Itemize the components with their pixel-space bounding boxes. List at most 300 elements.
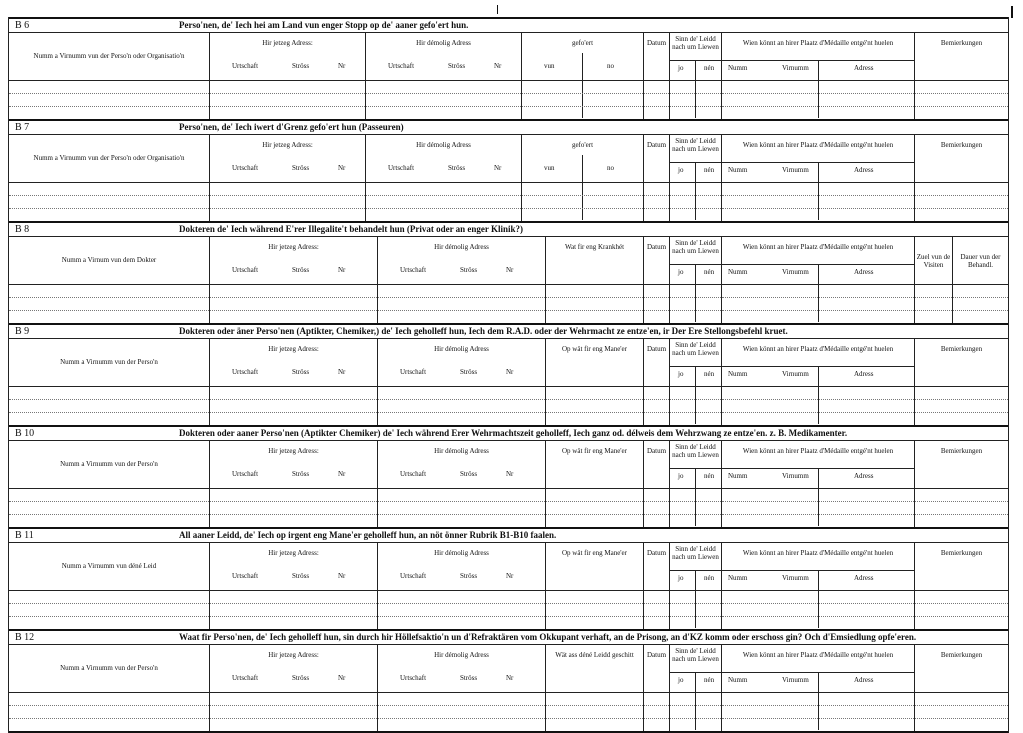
entry-cell-date[interactable] <box>643 693 669 731</box>
col-name-label: Numm a Virnumm vun der Perso'n <box>60 664 158 672</box>
entry-line <box>722 718 914 719</box>
entry-cell-sense[interactable] <box>669 387 721 425</box>
entry-line <box>210 208 365 209</box>
entry-line <box>9 106 209 107</box>
entry-cell-spec[interactable] <box>545 489 643 527</box>
entry-cell-rem[interactable] <box>914 591 1008 629</box>
medal-first-label: Virnumm <box>782 64 809 72</box>
entry-line <box>915 208 1008 209</box>
entry-line <box>953 310 1008 311</box>
entry-cell-spec[interactable] <box>521 81 643 119</box>
entry-line <box>670 399 721 400</box>
entry-cell-dur[interactable] <box>952 285 1008 323</box>
entry-cell-old[interactable] <box>377 387 545 425</box>
remarks-label: Bemierkungen <box>940 447 983 455</box>
col-date <box>643 33 669 80</box>
entry-cell-medal[interactable] <box>721 693 914 731</box>
entry-cell-medal[interactable] <box>721 489 914 527</box>
entry-line <box>644 616 669 617</box>
col-dur <box>952 237 1008 284</box>
entry-line <box>915 514 1008 515</box>
entry-line <box>546 297 643 298</box>
entry-cell-old[interactable] <box>365 81 521 119</box>
col-cur <box>209 543 377 590</box>
entry-cell-medal[interactable] <box>721 387 914 425</box>
date-label: Datum <box>646 447 667 455</box>
special-label: Wät ass déné Leidd geschitt <box>555 651 634 659</box>
entry-cell-date[interactable] <box>643 81 669 119</box>
entry-cell-medal[interactable] <box>721 285 914 323</box>
former-address-label: Hir démolig Adress <box>434 243 489 251</box>
entry-cell-medal[interactable] <box>721 81 914 119</box>
entry-line <box>915 718 1008 719</box>
entry-line <box>915 616 1008 617</box>
medal-name-label: Numm <box>728 676 748 684</box>
entry-cell-cur[interactable] <box>209 693 377 731</box>
section-header <box>9 121 1008 135</box>
street-label: Ströss <box>460 266 478 274</box>
street-label: Ströss <box>292 164 310 172</box>
col-date <box>643 135 669 182</box>
col-cur <box>209 33 365 80</box>
col-rem <box>914 543 1008 590</box>
yes-label: jo <box>678 64 684 72</box>
entry-line <box>378 616 545 617</box>
former-address-label: Hir démolig Adress <box>416 39 471 47</box>
entry-cell-sense[interactable] <box>669 591 721 629</box>
section-title: Perso'nen, de' Iech iwert d'Grenz gefo'ert hun (Passeuren) <box>179 122 404 132</box>
sense-label: Sinn de' Leidd nach um Liewen <box>672 647 719 663</box>
col-medal <box>721 237 914 284</box>
entry-line <box>210 514 377 515</box>
col-first <box>9 645 209 692</box>
section-code: B 6 <box>15 20 30 31</box>
section-code: B 9 <box>15 326 30 337</box>
entry-cell-first[interactable] <box>9 285 209 323</box>
entry-line <box>915 705 1008 706</box>
col-rem <box>914 33 1008 80</box>
section-b11 <box>9 527 1008 629</box>
entry-cell-first[interactable] <box>9 489 209 527</box>
section-b10 <box>9 425 1008 527</box>
place-label: Urtschaft <box>232 62 259 70</box>
col-date <box>643 237 669 284</box>
entry-area <box>9 182 1008 221</box>
entry-line <box>915 297 952 298</box>
number-label: Nr <box>338 470 346 478</box>
number-label: Nr <box>338 572 346 580</box>
entry-line <box>644 310 669 311</box>
entry-cell-cur[interactable] <box>209 183 365 221</box>
entry-cell-first[interactable] <box>9 693 209 731</box>
entry-cell-rem[interactable] <box>914 489 1008 527</box>
entry-line <box>644 603 669 604</box>
entry-line <box>722 310 914 311</box>
entry-cell-spec[interactable] <box>521 183 643 221</box>
section-header <box>9 223 1008 237</box>
entry-line <box>378 412 545 413</box>
section-b9 <box>9 323 1008 425</box>
yes-label: jo <box>678 370 684 378</box>
entry-line <box>670 412 721 413</box>
medal-name-label: Numm <box>728 472 748 480</box>
special-label: Wat fir eng Krankhét <box>564 243 625 251</box>
place-label: Urtschaft <box>400 470 427 478</box>
entry-line <box>9 297 209 298</box>
entry-line <box>644 412 669 413</box>
col-sense <box>669 33 721 80</box>
entry-cell-rem[interactable] <box>914 387 1008 425</box>
place-label: Urtschaft <box>400 368 427 376</box>
col-name-label: Numm a Virnumm vun der Perso'n oder Organisatio'n <box>33 52 185 60</box>
entry-cell-first[interactable] <box>9 387 209 425</box>
entry-cell-cur[interactable] <box>209 489 377 527</box>
col-rem <box>914 441 1008 488</box>
entry-cell-date[interactable] <box>643 387 669 425</box>
no-label: nén <box>704 472 715 480</box>
place-label: Urtschaft <box>400 266 427 274</box>
col-first <box>9 237 209 284</box>
entry-cell-old[interactable] <box>377 591 545 629</box>
entry-cell-spec[interactable] <box>545 591 643 629</box>
section-b7 <box>9 119 1008 221</box>
entry-line <box>378 603 545 604</box>
col-medal <box>721 135 914 182</box>
entry-line <box>210 705 377 706</box>
col-sense <box>669 441 721 488</box>
col-date <box>643 645 669 692</box>
place-label: Urtschaft <box>388 62 415 70</box>
entry-line <box>522 208 643 209</box>
entry-line <box>210 297 377 298</box>
no-label: nén <box>704 166 715 174</box>
medal-label: Wien könnt an hirer Plaatz d'Médaille entgé'nt huelen <box>742 39 894 47</box>
place-label: Urtschaft <box>400 572 427 580</box>
section-b6 <box>9 17 1008 119</box>
entry-line <box>915 603 1008 604</box>
medal-addr-label: Adress <box>854 472 874 480</box>
entry-cell-spec[interactable] <box>545 387 643 425</box>
column-header-row <box>9 339 1008 386</box>
entry-line <box>546 501 643 502</box>
medal-label: Wien könnt an hirer Plaatz d'Médaille entgé'nt huelen <box>742 141 894 149</box>
entry-cell-first[interactable] <box>9 81 209 119</box>
number-label: Nr <box>506 674 514 682</box>
col-medal <box>721 645 914 692</box>
col-spec <box>521 135 643 182</box>
entry-line <box>644 93 669 94</box>
entry-cell-cur[interactable] <box>209 285 377 323</box>
date-label: Datum <box>646 549 667 557</box>
from-label: vun <box>544 164 555 172</box>
entry-line <box>953 297 1008 298</box>
number-label: Nr <box>494 164 502 172</box>
section-header <box>9 427 1008 441</box>
entry-line <box>644 297 669 298</box>
remarks-label: Bemierkungen <box>940 651 983 659</box>
remarks-label: Bemierkungen <box>940 345 983 353</box>
medal-first-label: Virnumm <box>782 676 809 684</box>
entry-line <box>670 93 721 94</box>
yes-label: jo <box>678 166 684 174</box>
entry-cell-first[interactable] <box>9 591 209 629</box>
entry-line <box>9 310 209 311</box>
entry-line <box>9 501 209 502</box>
entry-line <box>722 208 914 209</box>
col-rem <box>914 645 1008 692</box>
yes-label: jo <box>678 676 684 684</box>
street-label: Ströss <box>292 266 310 274</box>
medal-label: Wien könnt an hirer Plaatz d'Médaille entgé'nt huelen <box>742 651 894 659</box>
entry-line <box>378 718 545 719</box>
medal-addr-label: Adress <box>854 574 874 582</box>
entry-line <box>378 399 545 400</box>
entry-line <box>915 310 952 311</box>
former-address-label: Hir démolig Adress <box>434 651 489 659</box>
medal-label: Wien könnt an hirer Plaatz d'Médaille entgé'nt huelen <box>742 345 894 353</box>
col-old <box>377 339 545 386</box>
section-header <box>9 325 1008 339</box>
medal-first-label: Virnumm <box>782 472 809 480</box>
place-label: Urtschaft <box>232 266 259 274</box>
number-label: Nr <box>506 572 514 580</box>
entry-line <box>644 718 669 719</box>
entry-line <box>546 705 643 706</box>
entry-cell-old[interactable] <box>377 285 545 323</box>
entry-line <box>722 501 914 502</box>
current-address-label: Hir jetzeg Adress: <box>268 651 319 659</box>
entry-line <box>546 616 643 617</box>
entry-cell-sense[interactable] <box>669 183 721 221</box>
entry-line <box>722 412 914 413</box>
section-title: All aaner Leidd, de' Iech op irgent eng Mane'er geholleff hun, an nöt önner Rubrik B1-B10 faalen. <box>179 530 557 540</box>
entry-line <box>644 399 669 400</box>
column-header-row <box>9 135 1008 182</box>
medal-first-label: Virnumm <box>782 574 809 582</box>
col-medal <box>721 339 914 386</box>
entry-cell-cur[interactable] <box>209 387 377 425</box>
entry-line <box>670 501 721 502</box>
entry-line <box>210 718 377 719</box>
entry-line <box>722 297 914 298</box>
col-first <box>9 339 209 386</box>
entry-line <box>210 501 377 502</box>
medal-name-label: Numm <box>728 166 748 174</box>
col-rem <box>914 135 1008 182</box>
entry-line <box>670 616 721 617</box>
medal-label: Wien könnt an hirer Plaatz d'Médaille entgé'nt huelen <box>742 549 894 557</box>
column-header-row <box>9 543 1008 590</box>
entry-line <box>210 310 377 311</box>
street-label: Ströss <box>460 572 478 580</box>
entry-line <box>546 603 643 604</box>
current-address-label: Hir jetzeg Adress: <box>262 141 313 149</box>
medal-addr-label: Adress <box>854 268 874 276</box>
number-label: Nr <box>506 266 514 274</box>
date-label: Datum <box>646 345 667 353</box>
entry-line <box>378 310 545 311</box>
col-old <box>365 135 521 182</box>
col-date <box>643 543 669 590</box>
section-title: Perso'nen, de' Iech hei am Land vun enger Stopp op de' aaner gefo'ert hun. <box>179 20 469 30</box>
number-label: Nr <box>494 62 502 70</box>
former-address-label: Hir démolig Adress <box>434 447 489 455</box>
entry-cell-first[interactable] <box>9 183 209 221</box>
former-address-label: Hir démolig Adress <box>416 141 471 149</box>
section-title: Dokteren oder äner Perso'nen (Aptikter, Chemiker,) de' Iech geholleff hun, Iech dem R.A.D. oder der Wehrmacht ze entze'en, ir Der Ere Stellongsbefehl kruet. <box>179 326 788 336</box>
entry-line <box>722 514 914 515</box>
col-date <box>643 441 669 488</box>
entry-line <box>722 399 914 400</box>
street-label: Ströss <box>292 62 310 70</box>
section-header <box>9 529 1008 543</box>
entry-cell-rem[interactable] <box>914 81 1008 119</box>
special-label: Op wät fir eng Mane'er <box>561 447 627 455</box>
street-label: Ströss <box>460 368 478 376</box>
entry-area <box>9 488 1008 527</box>
entry-line <box>722 93 914 94</box>
medal-name-label: Numm <box>728 574 748 582</box>
entry-line <box>915 93 1008 94</box>
entry-cell-spec[interactable] <box>545 693 643 731</box>
yes-label: jo <box>678 472 684 480</box>
col-first <box>9 543 209 590</box>
entry-line <box>670 718 721 719</box>
place-label: Urtschaft <box>232 674 259 682</box>
entry-line <box>378 501 545 502</box>
entry-area <box>9 80 1008 119</box>
form-sheet <box>8 17 1009 733</box>
col-cur <box>209 135 365 182</box>
no-label: nén <box>704 676 715 684</box>
medal-label: Wien könnt an hirer Plaatz d'Médaille entgé'nt huelen <box>742 447 894 455</box>
special-label: gefo'ert <box>571 141 594 149</box>
col-sense <box>669 339 721 386</box>
entry-line <box>522 195 643 196</box>
entry-line <box>210 616 377 617</box>
place-label: Urtschaft <box>388 164 415 172</box>
col-name-label: Numm a Virnum vun dem Dokter <box>61 256 157 264</box>
entry-line <box>722 195 914 196</box>
entry-cell-sense[interactable] <box>669 285 721 323</box>
entry-cell-medal[interactable] <box>721 183 914 221</box>
entry-cell-sense[interactable] <box>669 489 721 527</box>
col-name-label: Numm a Virnumm vun der Perso'n <box>60 460 158 468</box>
section-header <box>9 19 1008 33</box>
entry-cell-date[interactable] <box>643 183 669 221</box>
current-address-label: Hir jetzeg Adress: <box>268 549 319 557</box>
current-address-label: Hir jetzeg Adress: <box>268 243 319 251</box>
column-header-row <box>9 645 1008 692</box>
entry-cell-cur[interactable] <box>209 591 377 629</box>
number-label: Nr <box>338 62 346 70</box>
entry-line <box>644 106 669 107</box>
street-label: Ströss <box>292 572 310 580</box>
entry-area <box>9 386 1008 425</box>
entry-line <box>670 603 721 604</box>
entry-line <box>210 195 365 196</box>
entry-line <box>546 399 643 400</box>
col-old <box>377 543 545 590</box>
medal-addr-label: Adress <box>854 676 874 684</box>
entry-line <box>9 399 209 400</box>
col-first <box>9 135 209 182</box>
entry-cell-date[interactable] <box>643 591 669 629</box>
col-spec <box>545 645 643 692</box>
section-code: B 10 <box>15 428 35 439</box>
remarks-label: Bemierkungen <box>940 141 983 149</box>
entry-line <box>546 718 643 719</box>
special-label: Op wät fir eng Mane'er <box>561 345 627 353</box>
entry-cell-date[interactable] <box>643 489 669 527</box>
entry-line <box>722 106 914 107</box>
entry-line <box>915 501 1008 502</box>
col-cur <box>209 237 377 284</box>
entry-cell-cur[interactable] <box>209 81 365 119</box>
date-label: Datum <box>646 141 667 149</box>
entry-cell-rem[interactable] <box>914 693 1008 731</box>
col-name-label: Numm a Virnumm vun der Perso'n oder Organisatio'n <box>33 154 185 162</box>
medal-first-label: Virnumm <box>782 166 809 174</box>
sense-label: Sinn de' Leidd nach um Liewen <box>672 239 719 255</box>
entry-cell-sense[interactable] <box>669 693 721 731</box>
entry-cell-spec[interactable] <box>545 285 643 323</box>
entry-line <box>915 195 1008 196</box>
yes-label: jo <box>678 268 684 276</box>
entry-cell-old[interactable] <box>377 693 545 731</box>
entry-cell-medal[interactable] <box>721 591 914 629</box>
entry-cell-rem[interactable] <box>914 183 1008 221</box>
column-header-row <box>9 33 1008 80</box>
col-old <box>377 645 545 692</box>
sense-label: Sinn de' Leidd nach um Liewen <box>672 341 719 357</box>
entry-line <box>644 501 669 502</box>
entry-line <box>644 514 669 515</box>
entry-line <box>366 106 521 107</box>
section-title: Waat fir Perso'nen, de' Iech geholleff hun, sin durch hir Höllefsaktio'n un d'Refraktären vom Okkupant verhaft, an de Prisong, an d'KZ komm oder erschoss gin? Och d'Emsiedlung opfe'eren. <box>179 632 917 642</box>
no-label: nén <box>704 574 715 582</box>
section-title: Dokteren de' Iech während E'rer Illegalite't behandelt hun (Privat oder an enger Klinik?) <box>179 224 524 234</box>
remarks-label: Bemierkungen <box>940 39 983 47</box>
entry-line <box>722 616 914 617</box>
col-sense <box>669 135 721 182</box>
col-sense <box>669 543 721 590</box>
col-spec <box>545 543 643 590</box>
entry-line <box>9 705 209 706</box>
col-first <box>9 441 209 488</box>
entry-cell-vis[interactable] <box>914 285 952 323</box>
current-address-label: Hir jetzeg Adress: <box>268 345 319 353</box>
sense-label: Sinn de' Leidd nach um Liewen <box>672 443 719 459</box>
date-label: Datum <box>646 39 667 47</box>
entry-line <box>644 705 669 706</box>
entry-cell-old[interactable] <box>377 489 545 527</box>
number-label: Nr <box>506 470 514 478</box>
col-first <box>9 33 209 80</box>
entry-cell-sense[interactable] <box>669 81 721 119</box>
entry-line <box>670 514 721 515</box>
date-label: Datum <box>646 651 667 659</box>
to-label: no <box>607 164 614 172</box>
col-spec <box>545 441 643 488</box>
medal-name-label: Numm <box>728 64 748 72</box>
medal-label: Wien könnt an hirer Plaatz d'Médaille entgé'nt huelen <box>742 243 894 251</box>
medal-first-label: Virnumm <box>782 268 809 276</box>
col-medal <box>721 543 914 590</box>
entry-cell-date[interactable] <box>643 285 669 323</box>
entry-cell-old[interactable] <box>365 183 521 221</box>
street-label: Ströss <box>448 164 466 172</box>
